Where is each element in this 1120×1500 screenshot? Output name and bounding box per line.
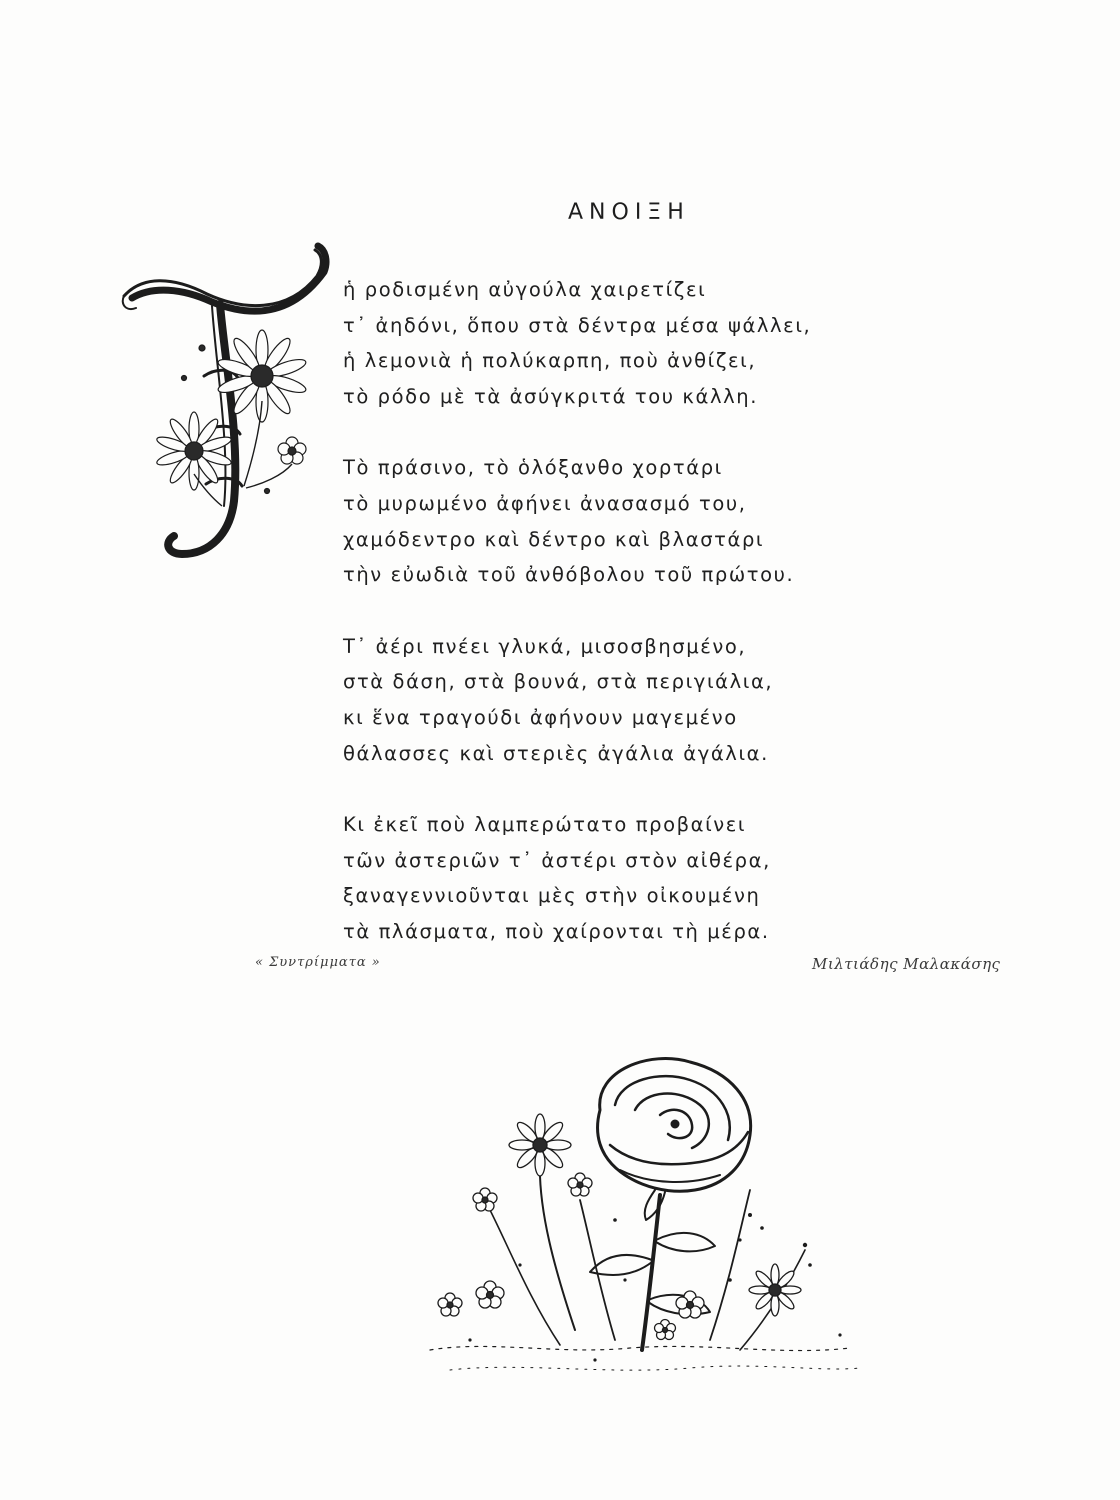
poem-title: ΑΝΟΙΞΗ <box>568 200 690 225</box>
poem-line: κι ἕνα τραγούδι ἀφήνουν μαγεμένο <box>343 705 738 729</box>
stanza-3 <box>343 629 903 771</box>
poem-line: τὸ μυρωμένο ἀφήνει ἀνασασμό του, <box>343 491 747 515</box>
rose-bouquet-illustration <box>410 1050 880 1410</box>
poem-line: Τ᾽ ἀέρι πνέει γλυκά, μισοσβησμένο, <box>343 634 747 658</box>
poem-source: « Συντρίμματα » <box>255 955 381 970</box>
poem-line: τ᾽ ἀηδόνι, ὅπου στὰ δέντρα μέσα ψάλλει, <box>343 313 812 337</box>
stanza-1 <box>343 272 903 414</box>
poem-line: θάλασσες καὶ στεριὲς ἀγάλια ἀγάλια. <box>343 741 769 765</box>
poem-line: Τὸ πράσινο, τὸ ὁλόξανθο χορτάρι <box>343 456 723 480</box>
decorated-initial-illustration <box>112 236 338 566</box>
stanza-4 <box>343 807 903 949</box>
poem-line: τὰ πλάσματα, ποὺ χαίρονται τὴ μέρα. <box>343 919 770 943</box>
poem-line: ἡ λεμονιὰ ἡ πολύκαρπη, ποὺ ἀνθίζει, <box>343 349 757 373</box>
poem-line: τὸ ρόδο μὲ τὰ ἀσύγκριτά του κάλλη. <box>343 384 759 408</box>
poem-body <box>343 272 903 986</box>
poem-line: ἡ ροδισμένη αὐγούλα χαιρετίζει <box>343 278 707 301</box>
poem-line: τῶν ἀστεριῶν τ᾽ ἀστέρι στὸν αἰθέρα, <box>343 848 771 872</box>
poem-author: Μιλτιάδης Μαλακάσης <box>812 955 1001 973</box>
stanza-2 <box>343 450 903 592</box>
poem-line: χαμόδεντρο καὶ δέντρο καὶ βλαστάρι <box>343 527 765 551</box>
poem-line: Κι ἐκεῖ ποὺ λαμπερώτατο προβαίνει <box>343 813 747 837</box>
poem-line: στὰ δάση, στὰ βουνά, στὰ περιγιάλια, <box>343 670 774 694</box>
poem-line: ξαναγεννιοῦνται μὲς στὴν οἰκουμένη <box>343 884 761 908</box>
poem-line: τὴν εὐωδιὰ τοῦ ἀνθόβολου τοῦ πρώτου. <box>343 563 795 587</box>
